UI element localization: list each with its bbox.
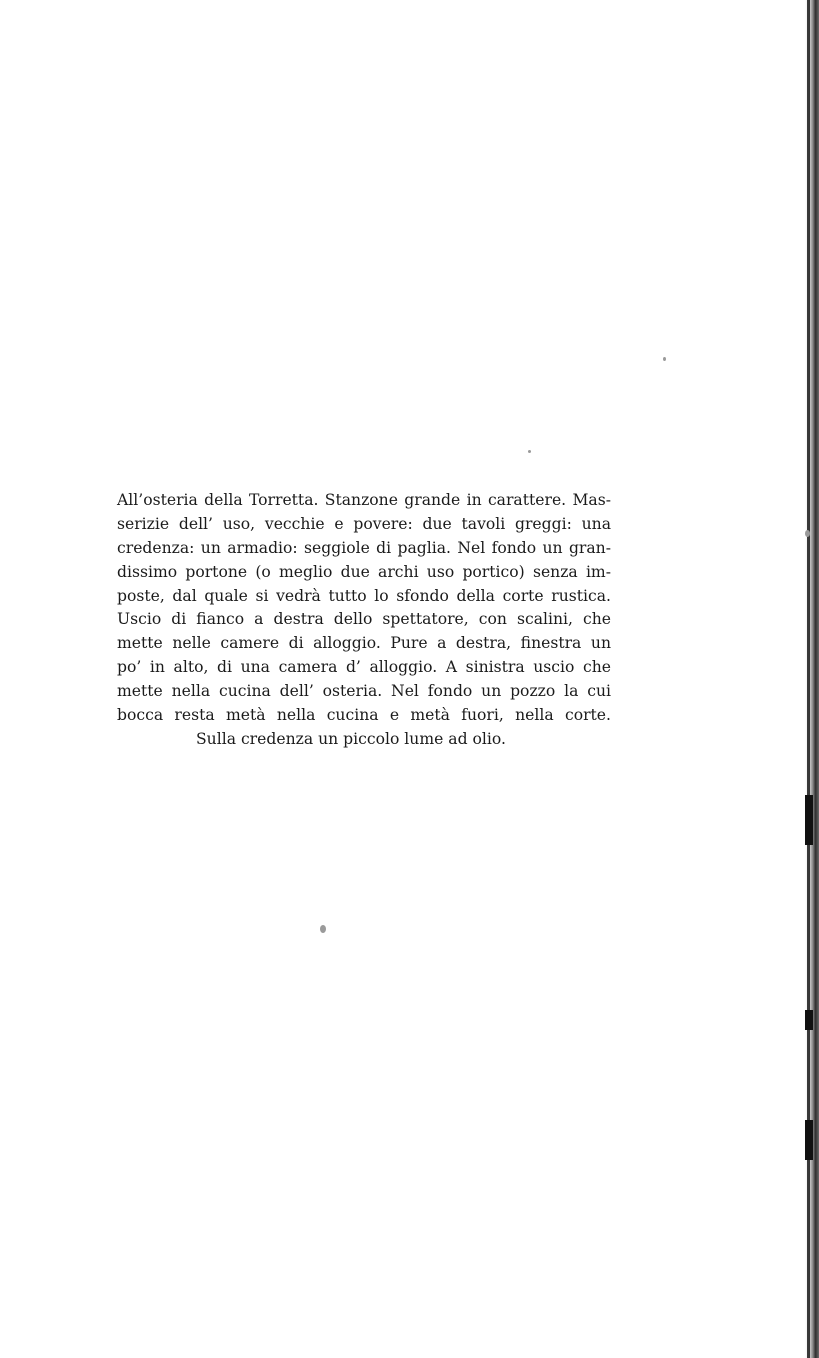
- stage-direction-line: bocca resta metà nella cucina e metà fuori, nella corte.: [117, 706, 611, 725]
- stage-direction-line: mette nelle camere di alloggio. Pure a destra, finestra un: [117, 634, 611, 653]
- paper-speck: [805, 530, 810, 537]
- paper-speck: [663, 357, 666, 361]
- stage-direction-line: credenza: un armadio: seggiole di paglia. Nel fondo un gran-: [117, 538, 611, 557]
- stage-direction-line-indented: Sulla credenza un piccolo lume ad olio.: [196, 729, 506, 748]
- binding-dark-segment: [805, 1120, 813, 1160]
- stage-direction-line: All’osteria della Torretta. Stanzone grande in carattere. Mas-: [117, 491, 611, 509]
- stage-direction-line: dissimo portone (o meglio due archi uso portico) senza im-: [117, 562, 611, 581]
- binding-dark-segment: [805, 795, 813, 845]
- stage-direction-line: poste, dal quale si vedrà tutto lo sfondo della corte rustica.: [117, 586, 611, 605]
- stage-direction: [117, 489, 611, 752]
- stage-direction-line: Uscio di fianco a destra dello spettatore, con scalini, che: [117, 610, 611, 629]
- paper-speck: [528, 450, 531, 453]
- binding-dark-segment: [805, 1010, 813, 1030]
- stage-direction-line: po’ in alto, di una camera d’ alloggio. A sinistra uscio che: [117, 658, 611, 677]
- stage-direction-line: mette nella cucina dell’ osteria. Nel fondo un pozzo la cui: [117, 682, 611, 701]
- paper-speck: [320, 925, 326, 933]
- stage-direction-line: serizie dell’ uso, vecchie e povere: due tavoli greggi: una: [117, 514, 611, 533]
